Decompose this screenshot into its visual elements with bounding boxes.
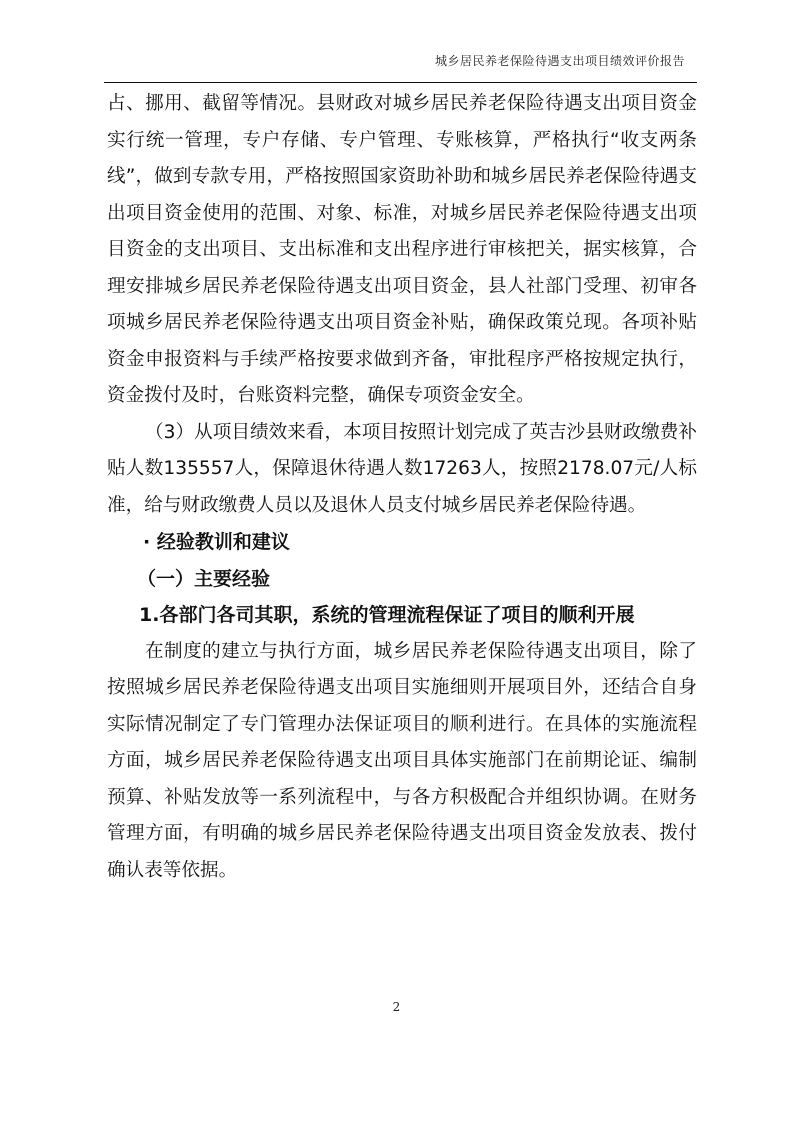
subsection-heading: （一）主要经验 (137, 567, 271, 590)
sub-subsection-heading: 1.各部门各司其职，系统的管理流程保证了项目的顺利开展 (139, 604, 635, 626)
paragraph-project-performance: （3）从项目绩效来看，本项目按照计划完成了英吉沙县财政缴费补贴人数135557人，保障退休待遇人数17263人，按照2178.07元/人标准，给与财政缴费人员以及退休人员支付城乡居民养老保险待遇。 (107, 421, 697, 516)
section-heading: · 经验教训和建议 (143, 531, 290, 553)
header-rule (104, 82, 697, 83)
document-body (107, 86, 697, 889)
header-title: 城乡居民养老保险待遇支出项目绩效评价报告 (434, 54, 685, 68)
page-number: 2 (392, 1000, 401, 1014)
paragraph-fund-management: 占、挪用、截留等情况。县财政对城乡居民养老保险待遇支出项目资金实行统一管理，专户存储、专户管理、专账核算，严格执行“收支两条线”，做到专款专用，严格按照国家资助补助和城乡居民养老保险待遇支出项目资金使用的范围、对象、标准，对城乡居民养老保险待遇支出项目资金的支出项目、支出标准和支出程序进行审核把关，据实核算，合理安排城乡居民养老保险待遇支出项目资金，县人社部门受理、初审各项城乡居民养老保险待遇支出项目资金补贴，确保政策兑现。各项补贴资金申报资料与手续严格按要求做到齐备，审批程序严格按规定执行，资金拨付及时，台账资料完整，确保专项资金安全。 (107, 93, 697, 406)
paragraph-experience: 在制度的建立与执行方面，城乡居民养老保险待遇支出项目，除了按照城乡居民养老保险待遇支出项目实施细则开展项目外，还结合自身实际情况制定了专门管理办法保证项目的顺利进行。在具体的实施流程方面，城乡居民养老保险待遇支出项目具体实施部门在前期论证、编制预算、补贴发放等一系列流程中，与各方积极配合并组织协调。在财务管理方面，有明确的城乡居民养老保险待遇支出项目资金发放表、拨付确认表等依据。 (107, 640, 697, 881)
